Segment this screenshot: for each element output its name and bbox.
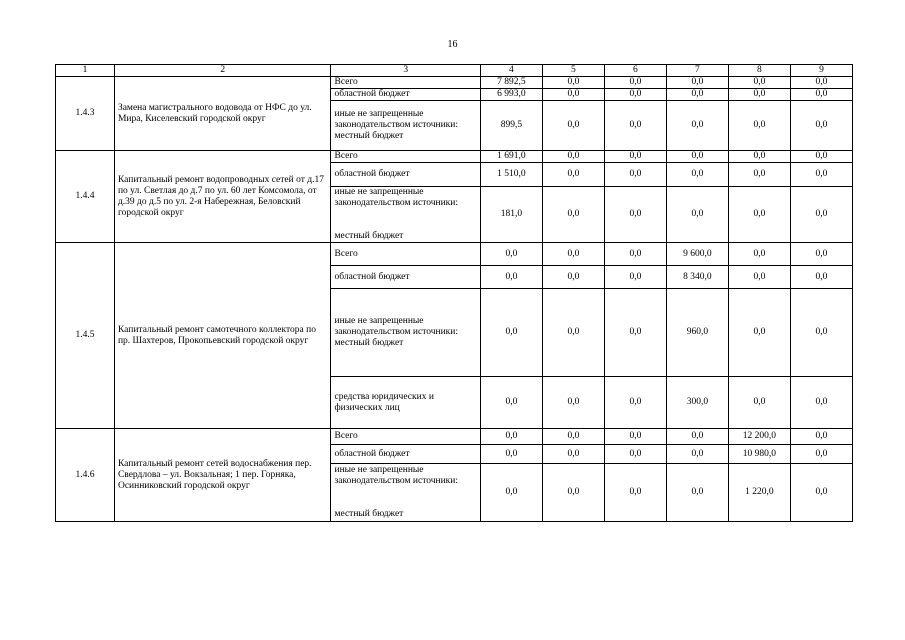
- value-cell: 0,0: [542, 163, 604, 187]
- value-cell: 0,0: [480, 377, 542, 429]
- header-cell: 9: [790, 65, 852, 77]
- funding-source: иные не запрещенные законодательством источники: местный бюджет: [331, 464, 480, 522]
- value-cell: 0,0: [666, 464, 728, 522]
- value-cell: 0,0: [790, 77, 852, 89]
- funding-source: областной бюджет: [331, 163, 480, 187]
- item-name: Капитальный ремонт сетей водоснабжения пер. Свердлова – ул. Вокзальная; 1 пер. Горняка, Осинниковский городской округ: [114, 429, 331, 522]
- value-cell: 0,0: [604, 101, 666, 151]
- value-cell: 0,0: [666, 445, 728, 464]
- value-cell: 0,0: [666, 77, 728, 89]
- value-cell: 1 510,0: [480, 163, 542, 187]
- value-cell: 0,0: [542, 445, 604, 464]
- value-cell: 0,0: [542, 266, 604, 289]
- header-cell: 8: [728, 65, 790, 77]
- budget-table: [55, 64, 853, 522]
- header-cell: 2: [114, 65, 331, 77]
- value-cell: 0,0: [604, 151, 666, 163]
- value-cell: 0,0: [480, 289, 542, 377]
- value-cell: 0,0: [666, 429, 728, 445]
- value-cell: 0,0: [666, 89, 728, 101]
- funding-source: Всего: [331, 77, 480, 89]
- value-cell: 0,0: [604, 445, 666, 464]
- value-cell: 0,0: [790, 89, 852, 101]
- item-name: Замена магистрального водовода от НФС до ул. Мира, Киселевский городской округ: [114, 77, 331, 151]
- value-cell: 8 340,0: [666, 266, 728, 289]
- funding-source: средства юридических и физических лиц: [331, 377, 480, 429]
- value-cell: 0,0: [604, 464, 666, 522]
- value-cell: 0,0: [480, 243, 542, 266]
- value-cell: 0,0: [728, 163, 790, 187]
- value-cell: 960,0: [666, 289, 728, 377]
- value-cell: 300,0: [666, 377, 728, 429]
- page-number: 16: [447, 39, 458, 50]
- value-cell: 0,0: [604, 429, 666, 445]
- value-cell: 1 220,0: [728, 464, 790, 522]
- value-cell: 0,0: [542, 243, 604, 266]
- value-cell: 6 993,0: [480, 89, 542, 101]
- item-name: Капитальный ремонт водопроводных сетей от д.17 по ул. Светлая до д.7 по ул. 60 лет Комсомола, от д.39 до д.5 по ул. 2-я Набережная, Беловский городской округ: [114, 151, 331, 243]
- value-cell: 0,0: [604, 377, 666, 429]
- value-cell: 0,0: [728, 101, 790, 151]
- funding-source: областной бюджет: [331, 89, 480, 101]
- header-cell: 5: [542, 65, 604, 77]
- value-cell: 0,0: [728, 377, 790, 429]
- value-cell: 0,0: [604, 77, 666, 89]
- value-cell: 0,0: [542, 187, 604, 243]
- funding-source: Всего: [331, 243, 480, 266]
- value-cell: 0,0: [728, 89, 790, 101]
- table-row: [56, 77, 853, 89]
- value-cell: 0,0: [542, 101, 604, 151]
- value-cell: 9 600,0: [666, 243, 728, 266]
- value-cell: 899,5: [480, 101, 542, 151]
- value-cell: 0,0: [542, 464, 604, 522]
- funding-source: областной бюджет: [331, 266, 480, 289]
- value-cell: 0,0: [542, 377, 604, 429]
- item-name: Капитальный ремонт самотечного коллектора по пр. Шахтеров, Прокопьевский городской округ: [114, 243, 331, 429]
- value-cell: 0,0: [542, 77, 604, 89]
- value-cell: 0,0: [604, 187, 666, 243]
- item-code: 1.4.4: [56, 151, 115, 243]
- value-cell: 0,0: [790, 289, 852, 377]
- funding-source: областной бюджет: [331, 445, 480, 464]
- funding-source: Всего: [331, 429, 480, 445]
- value-cell: 0,0: [728, 187, 790, 243]
- funding-source: иные не запрещенные законодательством источники: местный бюджет: [331, 187, 480, 243]
- value-cell: 0,0: [728, 151, 790, 163]
- value-cell: 0,0: [542, 289, 604, 377]
- value-cell: 0,0: [542, 429, 604, 445]
- value-cell: 0,0: [728, 289, 790, 377]
- value-cell: 0,0: [666, 101, 728, 151]
- value-cell: 0,0: [666, 151, 728, 163]
- value-cell: 0,0: [604, 163, 666, 187]
- value-cell: 0,0: [790, 266, 852, 289]
- value-cell: 0,0: [480, 464, 542, 522]
- value-cell: 0,0: [604, 266, 666, 289]
- value-cell: 0,0: [790, 377, 852, 429]
- item-code: 1.4.3: [56, 77, 115, 151]
- value-cell: 7 892,5: [480, 77, 542, 89]
- value-cell: 0,0: [480, 429, 542, 445]
- header-cell: 6: [604, 65, 666, 77]
- value-cell: 0,0: [790, 101, 852, 151]
- value-cell: 0,0: [542, 89, 604, 101]
- funding-source: иные не запрещенные законодательством источники: местный бюджет: [331, 101, 480, 151]
- table-row: [56, 429, 853, 445]
- header-row: [56, 65, 853, 77]
- item-code: 1.4.5: [56, 243, 115, 429]
- value-cell: 0,0: [790, 243, 852, 266]
- value-cell: 1 691,0: [480, 151, 542, 163]
- header-cell: 7: [666, 65, 728, 77]
- value-cell: 0,0: [790, 163, 852, 187]
- table-body: [56, 77, 853, 522]
- value-cell: 181,0: [480, 187, 542, 243]
- value-cell: 0,0: [790, 429, 852, 445]
- value-cell: 0,0: [790, 151, 852, 163]
- value-cell: 12 200,0: [728, 429, 790, 445]
- value-cell: 0,0: [728, 243, 790, 266]
- value-cell: 0,0: [728, 77, 790, 89]
- value-cell: 0,0: [604, 289, 666, 377]
- table-header: [56, 65, 853, 77]
- header-cell: 1: [56, 65, 115, 77]
- value-cell: 0,0: [542, 151, 604, 163]
- header-cell: 3: [331, 65, 480, 77]
- value-cell: 0,0: [666, 163, 728, 187]
- table-row: [56, 243, 853, 266]
- header-cell: 4: [480, 65, 542, 77]
- value-cell: 10 980,0: [728, 445, 790, 464]
- value-cell: 0,0: [728, 266, 790, 289]
- value-cell: 0,0: [480, 266, 542, 289]
- funding-source: Всего: [331, 151, 480, 163]
- value-cell: 0,0: [666, 187, 728, 243]
- funding-source: иные не запрещенные законодательством источники: местный бюджет: [331, 289, 480, 377]
- value-cell: 0,0: [790, 187, 852, 243]
- value-cell: 0,0: [790, 464, 852, 522]
- value-cell: 0,0: [790, 445, 852, 464]
- item-code: 1.4.6: [56, 429, 115, 522]
- value-cell: 0,0: [604, 243, 666, 266]
- table-row: [56, 151, 853, 163]
- value-cell: 0,0: [480, 445, 542, 464]
- value-cell: 0,0: [604, 89, 666, 101]
